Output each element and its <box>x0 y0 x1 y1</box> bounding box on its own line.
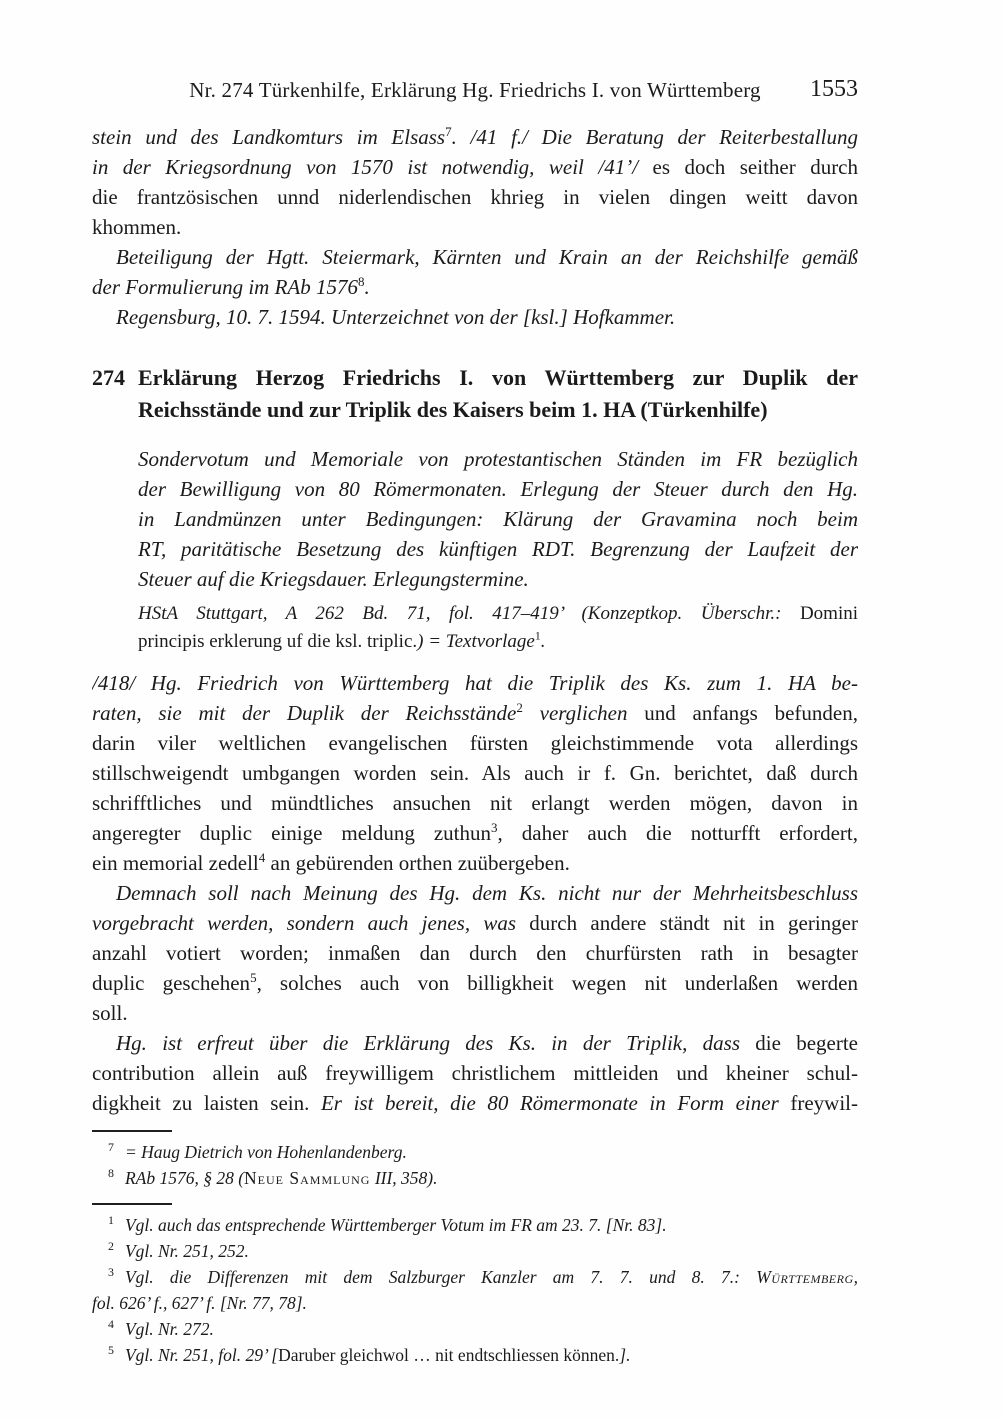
text-line <box>138 628 858 656</box>
text-segment: Vgl. auch das entsprechende Württemberger Votum im FR am 23. 7. [Nr. 83]. <box>124 1215 667 1235</box>
text-line <box>92 788 858 818</box>
text-line <box>92 1264 858 1290</box>
text-line <box>92 938 858 968</box>
paragraph-continuation <box>92 122 858 242</box>
text-segment: raten, sie mit der Duplik der Reichsstände <box>92 701 517 725</box>
running-title: Nr. 274 Türkenhilfe, Erklärung Hg. Friedrichs I. von Württemberg <box>189 78 761 102</box>
footnote-1 <box>92 1212 858 1238</box>
text-line <box>138 444 858 474</box>
text-segment: digkheit zu laisten sein. <box>92 1091 321 1115</box>
text-line <box>92 212 858 242</box>
text-line <box>92 272 858 302</box>
text-line <box>92 152 858 182</box>
text-line <box>92 878 858 908</box>
text-line <box>92 668 858 698</box>
footnote-area <box>92 1130 858 1368</box>
text-segment: RAb 1576, § 28 ( <box>124 1168 245 1188</box>
text-line <box>138 504 858 534</box>
paragraph-hg-erfreut <box>92 1028 858 1118</box>
paragraph-regensburg <box>92 302 858 332</box>
footnote-marker: 3 <box>108 1265 114 1280</box>
text-line <box>92 1028 858 1058</box>
footnote-marker: 2 <box>108 1239 114 1254</box>
footnote-5 <box>92 1342 858 1368</box>
text-segment: Vgl. Nr. 251, 252. <box>124 1241 249 1261</box>
running-header <box>92 78 858 106</box>
text-segment: HStA Stuttgart, A 262 Bd. 71, fol. 417–419’ (Konzeptkop. Überschr.: <box>138 603 800 624</box>
document-heading <box>92 362 858 426</box>
text-line <box>92 1058 858 1088</box>
footnote-marker: 2 <box>516 700 523 715</box>
text-line <box>92 908 858 938</box>
text-segment: Er ist bereit, die 80 Römermonate in Form einer <box>320 1091 791 1115</box>
text-segment: Sondervotum und Memoriale von protestantischen Ständen im FR bezüglich <box>138 447 858 471</box>
text-segment: duplic geschehen <box>92 971 251 995</box>
text-segment: durch andere ständt nit in geringer <box>529 911 858 935</box>
text-segment: verglichen <box>522 701 645 725</box>
text-segment: in Landmünzen unter Bedingungen: Klärung der Gravamina noch beim <box>138 507 858 531</box>
page-number: 1553 <box>810 76 858 102</box>
text-segment: . /41 f./ Die Beratung der Reiterbestallung <box>451 125 858 149</box>
text-line <box>138 362 858 394</box>
text-line <box>92 998 858 1028</box>
text-segment: RT, paritätische Besetzung des künftigen RDT. Begrenzung der Laufzeit der <box>138 537 858 561</box>
footnote-2 <box>92 1238 858 1264</box>
text-segment: der Bewilligung von 80 Römermonaten. Erlegung der Steuer durch den Hg. <box>138 477 858 501</box>
footnote-marker: 4 <box>108 1317 114 1332</box>
footnote-marker: 4 <box>258 850 266 865</box>
text-segment: . <box>540 631 546 652</box>
text-segment: angeregter duplic einige meldung zuthun <box>92 821 492 845</box>
text-segment: Erklärung Herzog Friedrichs I. von Württemberg zur Duplik der <box>138 365 858 390</box>
text-segment: Demnach soll nach Meinung des Hg. dem Ks. nicht nur der Mehrheitsbeschluss <box>116 881 858 905</box>
text-line <box>92 758 858 788</box>
text-line <box>92 302 858 332</box>
footnote-4 <box>92 1316 858 1342</box>
text-segment: Neue Sammlung <box>244 1168 371 1188</box>
text-segment: es doch seither durch <box>652 155 858 179</box>
text-segment: Domini <box>799 603 858 624</box>
text-line <box>138 534 858 564</box>
text-line <box>92 1316 858 1342</box>
text-segment: , daher auch die notturfft erfordert, <box>497 821 858 845</box>
text-segment: III, 358). <box>370 1168 438 1188</box>
text-segment: ein memorial zedell <box>92 851 259 875</box>
text-segment: in der Kriegsordnung von 1570 ist notwendig, weil /41’/ <box>92 155 653 179</box>
text-line <box>92 1212 858 1238</box>
text-line <box>92 182 858 212</box>
text-segment: und anfangs befunden, <box>644 701 858 725</box>
text-line <box>138 394 858 426</box>
text-segment: Regensburg, 10. 7. 1594. Unterzeichnet von der [ksl.] Hofkammer. <box>116 305 676 329</box>
text-segment: darin viler weltlichen evangelischen fürsten gleichstimmende vota allerdings <box>92 731 858 755</box>
text-line <box>92 1139 858 1165</box>
document-number: 274 <box>92 365 125 390</box>
footnote-marker: 5 <box>108 1343 114 1358</box>
footnote-marker: 7 <box>108 1140 114 1155</box>
text-line <box>138 564 858 594</box>
text-segment: der Formulierung im RAb 1576 <box>92 275 358 299</box>
text-segment: /418/ Hg. Friedrich von Württemberg hat die Triplik des Ks. zum 1. HA be- <box>92 671 858 695</box>
text-line <box>92 968 858 998</box>
text-line <box>92 1238 858 1264</box>
text-line <box>92 818 858 848</box>
text-segment: schrifftliches und mündtliches ansuchen nit erlangt werden mögen, davon in <box>92 791 858 815</box>
footnote-rule-1 <box>92 1130 172 1132</box>
text-line <box>92 848 858 878</box>
text-segment: freywil- <box>790 1091 858 1115</box>
text-segment: . <box>364 275 370 299</box>
text-line <box>138 600 858 628</box>
text-segment: Beteiligung der Hgtt. Steiermark, Kärnten und Krain an der Reichshilfe gemäß <box>116 245 858 269</box>
text-line <box>92 1342 858 1368</box>
footnote-marker: 7 <box>445 124 452 139</box>
text-segment: Vgl. Nr. 251, fol. 29’ [ <box>124 1345 279 1365</box>
text-segment: vorgebracht werden, sondern auch jenes, was <box>92 911 530 935</box>
paragraph-beteiligung <box>92 242 858 302</box>
text-line <box>92 1088 858 1118</box>
text-segment: die frantzösischen unnd niderlendischen khrieg in vielen dingen weitt davon <box>92 185 858 209</box>
footnote-3 <box>92 1264 858 1316</box>
footnote-marker: 8 <box>108 1166 114 1181</box>
footnote-marker: 8 <box>357 274 365 289</box>
text-segment: anzahl votiert worden; inmaßen dan durch den churfürsten rath in besagter <box>92 941 858 965</box>
text-segment: stillschweigendt umbgangen worden sein. Als auch ir f. Gn. berichtet, daß durch <box>92 761 858 785</box>
archive-reference <box>138 600 858 656</box>
text-segment: principis erklerung uf die ksl. triplic. <box>138 631 418 652</box>
text-segment: Textvorlage <box>445 631 535 652</box>
text-segment: fol. 626’ f., 627’ f. [Nr. 77, 78]. <box>92 1293 307 1313</box>
text-line <box>92 728 858 758</box>
text-segment: die begerte <box>755 1031 858 1055</box>
text-segment: , <box>853 1267 858 1287</box>
text-segment: stein und des Landkomturs im Elsass <box>92 125 446 149</box>
text-segment: an gebürenden orthen zuübergeben. <box>265 851 570 875</box>
text-segment: soll. <box>92 1001 128 1025</box>
text-segment: = Haug Dietrich von Hohenlandenberg. <box>124 1142 407 1162</box>
text-segment: Vgl. Nr. 272. <box>124 1319 214 1339</box>
text-segment: Reichsstände und zur Triplik des Kaisers beim 1. HA (Türkenhilfe) <box>138 397 768 422</box>
text-line <box>92 242 858 272</box>
text-segment: Württemberg <box>756 1267 854 1287</box>
text-segment: Hg. ist erfreut über die Erklärung des Ks. in der Triplik, dass <box>116 1031 756 1055</box>
footnote-rule-2 <box>92 1203 172 1205</box>
footnote-marker: 1 <box>108 1213 114 1228</box>
text-segment: ) = <box>417 631 446 652</box>
paragraph-demnach <box>92 878 858 1028</box>
footnote-marker: 1 <box>534 629 541 643</box>
text-segment: ]. <box>619 1345 631 1365</box>
footnote-7 <box>92 1139 858 1165</box>
text-segment: khommen. <box>92 215 182 239</box>
text-line <box>138 474 858 504</box>
text-segment: Vgl. die Differenzen mit dem Salzburger Kanzler am 7. 7. und 8. 7.: <box>124 1267 757 1287</box>
document-title <box>138 362 858 426</box>
footnote-marker: 5 <box>250 970 257 985</box>
text-segment: , solches auch von billigkheit wegen nit underlaßen werden <box>256 971 858 995</box>
text-line <box>92 1290 858 1316</box>
footnote-8 <box>92 1165 858 1191</box>
paragraph-418 <box>92 668 858 878</box>
text-line <box>92 122 858 152</box>
text-line <box>92 1165 858 1191</box>
footnote-marker: 3 <box>491 820 498 835</box>
text-segment: contribution allein auß freywilligem christlichem mittleiden und kheiner schul- <box>92 1061 858 1085</box>
text-line <box>92 698 858 728</box>
editorial-summary <box>138 444 858 594</box>
text-segment: Steuer auf die Kriegsdauer. Erlegungstermine. <box>138 567 529 591</box>
text-segment: Daruber gleichwol … nit endtschliessen können. <box>278 1345 620 1365</box>
